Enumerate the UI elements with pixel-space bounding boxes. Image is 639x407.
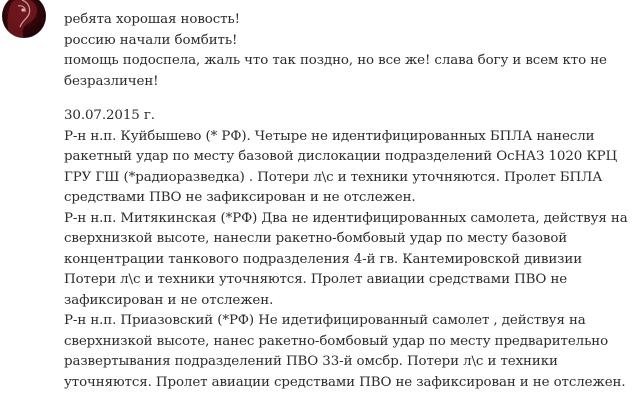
report-line: Потери л\с и техники уточняются. Пролет авиации средствами ПВО не [64, 272, 568, 287]
paragraph-gap [64, 92, 632, 106]
comment-line: безразличен! [64, 73, 159, 89]
comment-line: россию начали бомбить! [64, 32, 238, 48]
report-line: ракетный удар по месту базовой дислокации подразделений ОсНАЗ 1020 КРЦ [64, 149, 618, 164]
report-line: Р-н н.п. Приазовский (*РФ) Не идетифицированный самолет , действуя на [64, 313, 586, 328]
report-line: уточняются. Пролет авиации средствами ПВО не зафиксирован и не отслежен. [64, 374, 626, 390]
report-line: Р-н н.п. Митякинская (*РФ) Два не идентифицированных самолета, действуя на [64, 210, 628, 226]
avatar-icon[interactable] [2, 0, 46, 38]
report-line: концентрации танкового подразделения 4-й гв. Кантемировской дивизии [64, 251, 583, 267]
comment-line: помощь подоспела, жаль что так поздно, но все же! слава богу и всем кто не [64, 53, 607, 68]
avatar-image [2, 0, 46, 38]
report-line: Р-н н.п. Куйбышево (* РФ). Четыре не идентифицированных БПЛА нанесли [64, 128, 595, 144]
report-line: сверхнизкой высоте, нанесли ракетно-бомбовый удар по месту базовой [64, 231, 568, 246]
report-line: сверхнизкой высоте, нанес ракетно-бомбовый удар по месту предварительно [64, 333, 609, 349]
post-text [64, 10, 632, 393]
report-line: развертывания подразделений ПВО 33-й омсбр. Потери л\с и техники [64, 354, 558, 369]
report-line: зафиксирован и не отслежен. [64, 292, 274, 308]
report-line: средствами ПВО не зафиксирован и не отслежен. [64, 190, 416, 205]
report-date: 30.07.2015 г. [64, 108, 155, 123]
comment-line: ребята хорошая новость! [64, 12, 240, 27]
report-line: ГРУ ГШ (*радиоразведка) . Потери л\с и техники уточняются. Пролет БПЛА [64, 169, 603, 185]
